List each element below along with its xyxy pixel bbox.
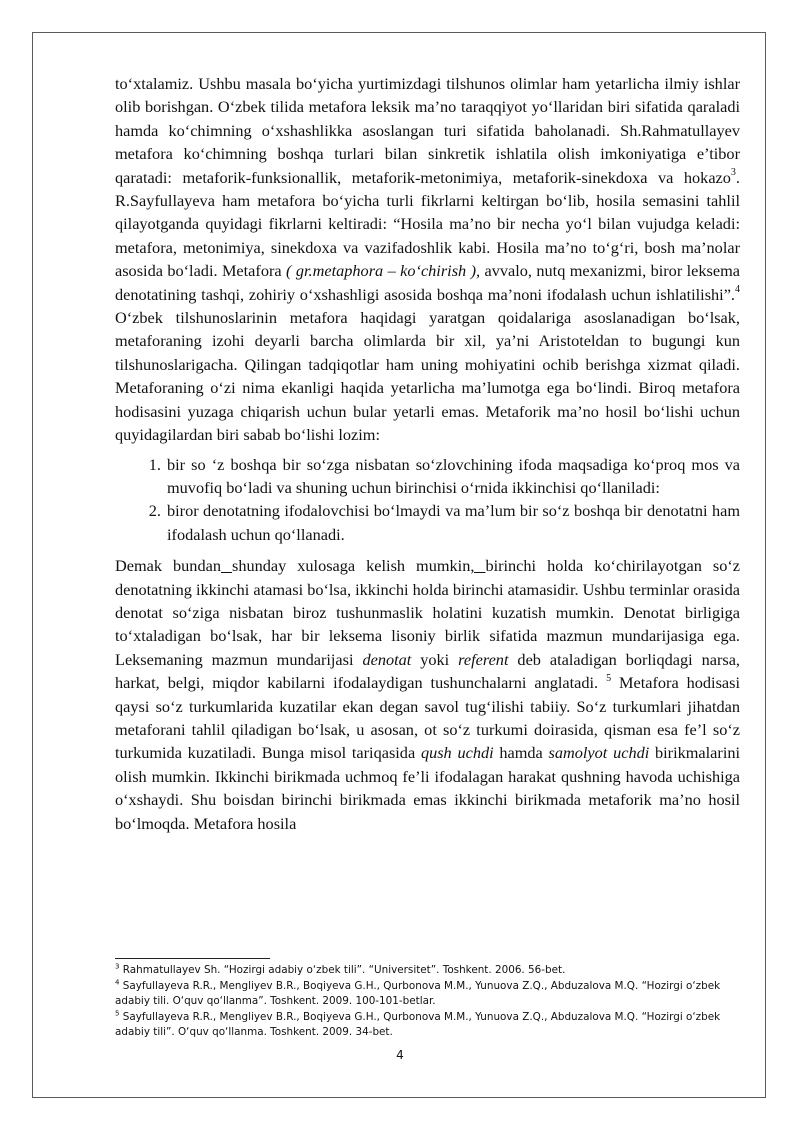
p2-text-6: Metafora hodisasi qaysi so‘z turkumlarida kuzatilar ekan degan savol tug‘ilishi tabiiy. So‘z turkumlari jihatdan metaforani tahlil qiladigan bo‘lsak, u asosan, ot so‘z turkumi doirasida, qisman esa fe’l so‘z turkumida kuzatiladi. Bunga misol tariqasida (115, 673, 741, 763)
page-body (115, 72, 740, 835)
paragraph-1 (115, 72, 740, 447)
p2-text-1: Demak bundan (115, 556, 221, 576)
footnote-number: 5 (115, 1009, 120, 1018)
footnote-separator (115, 958, 270, 959)
p2-underlined-comma: , (470, 556, 486, 576)
footnote-ref-5: 5 (606, 672, 612, 684)
example-samolyot-uchdi: samolyot uchdi (548, 743, 650, 763)
footnote-ref-3: 3 (730, 167, 736, 179)
example-qush-uchdi: qush uchdi (420, 743, 494, 763)
p2-text-3: birinchi holda ko‘chirilayotgan so‘z denotatning ikkinchi atamasi bo‘lsa, ikkinchi holda birinchi atamasidir. Ushbu terminlar orasida denotat so‘ziga nisbatan biroz tushunmaslik holatini kuzatish mumkin. Denotat birligiga to‘xtaladigan bo‘lsak, har bir leksema lisoniy birlik sifatida mazmun mundarijasiga ega. Leksemaning mazmun mundarijasi (115, 556, 741, 669)
p2-text-2: shunday xulosaga kelish mumkin (231, 556, 471, 576)
term-denotat: denotat (362, 649, 412, 669)
p2-text-8: birikmalarini olish mumkin. Ikkinchi birikmada uchmoq fe’li ifodalagan harakat qushning havoda uchishiga o‘xshaydi. Shu boisdan birinchi birikmada emas ikkinchi birikmada metaforik ma’no hosil bo‘lmoqda. Metafora hosila (115, 743, 741, 833)
list-item: 1. bir so ‘z boshqa bir so‘zga nisbatan so‘zlovchining ifoda maqsadiga ko‘proq mos va muvofiq bo‘ladi va shuning uchun birinchisi o‘rnida ikkinchisi qo‘llaniladi: (165, 453, 740, 500)
page-number: 4 (396, 1048, 404, 1062)
footnotes (115, 963, 743, 1041)
paragraph-2 (115, 554, 740, 835)
p1-text-4: O‘zbek tilshunoslarinin metafora haqidagi yaratgan qoidalariga asoslanadigan bo‘lsak, metaforaning izohi deyarli barcha olimlarda bir xil, ya’ni Aristoteldan to bugungi kun tilshunoslarigacha. Qilingan tadqiqotlar ham uning mohiyatini ochib berishga xizmat qiladi. Metaforaning o‘zi nima ekanligi haqida yetarlicha ma’lumotga ega bo‘lindi. Biroq metafora hodisasini yuzaga chiqarish uchun bular yetarli emas. Metaforik ma’no hosil bo‘lishi uchun quyidagilardan biri sabab bo‘lishi lozim: (115, 308, 740, 445)
p1-text-2: . R.Sayfullayeva ham metafora bo‘yicha turli fikrlarni keltirgan bo‘lib, hosila semasini tahlil qilayotganda quyidagi fikrlarni keltiradi: “Hosila ma’no bir necha yo‘l bilan vujudga keladi: metafora, metonimiya, sinekdoxa va vazifadoshlik kabi. Hosila ma’no to‘g‘ri, bosh ma’nolar asosida bo‘ladi. Metafora (115, 167, 740, 281)
reasons-list (115, 453, 740, 547)
footnote-4 (115, 979, 743, 1010)
p2-underlined-space (221, 556, 232, 575)
footnote-number: 3 (115, 962, 120, 971)
p1-etymology: ( gr.metaphora – ko‘chirish ), (286, 261, 481, 281)
footnote-5 (115, 1010, 743, 1041)
p1-text-1: to‘xtalamiz. Ushbu masala bo‘yicha yurtimizdagi tilshunos olimlar ham yetarlicha ilmiy ishlar olib borishgan. O‘zbek tilida metafora leksik ma’no taraqqiyot yo‘llaridan biri sifatida qaraladi hamda ko‘chimning o‘xshashlikka asoslangan turi sifatida baholanadi. Sh.Rahmatullayev metafora ko‘chimning boshqa turlari bilan sinkretik ishlatila olish imkoniyatiga e’tibor qaratadi: metaforik-funksionallik, metaforik-metonimiya, metaforik-sinekdoxa va hokazo (115, 74, 740, 187)
list-item: 2. biror denotatning ifodalovchisi bo‘lmaydi va ma’lum bir so‘z boshqa bir denotatni ham ifodalash uchun qo‘llanadi. (165, 499, 740, 546)
footnote-3 (115, 963, 743, 979)
footnote-text: Rahmatullayev Sh. “Hozirgi adabiy o‘zbek tili”. “Universitet”. Toshkent. 2006. 56-bet. (119, 964, 566, 976)
p2-text-5: deb ataladigan borliqdagi narsa, harkat, belgi, miqdor kabilarni ifodalaydigan tushunchalarni anglatadi. (115, 649, 740, 693)
footnote-text: Sayfullayeva R.R., Mengliyev B.R., Boqiyeva G.H., Qurbonova M.M., Yunuova Z.Q., Abduzalova M.Q. “Hozirgi o‘zbek adabiy tili”. O‘quv qo‘llanma. Toshkent. 2009. 34-bet. (115, 1010, 721, 1039)
footnote-number: 4 (115, 978, 120, 987)
p1-text-3: avvalo, nutq mexanizmi, biror leksema denotatining tashqi, zohiriy o‘xshashligi asosida boshqa ma’noni ifodalash uchun ishlatilishi”. (115, 261, 741, 304)
p2-text-4: yoki (411, 649, 459, 669)
term-referent: referent (458, 649, 509, 669)
footnote-ref-4: 4 (735, 284, 740, 296)
footnote-text: Sayfullayeva R.R., Mengliyev B.R., Boqiyeva G.H., Qurbonova M.M., Yunuova Z.Q., Abduzalova M.Q. “Hozirgi o‘zbek adabiy tili. O‘quv qo‘llanma”. Toshkent. 2009. 100-101-betlar. (115, 979, 721, 1008)
p2-text-7: hamda (493, 743, 549, 763)
